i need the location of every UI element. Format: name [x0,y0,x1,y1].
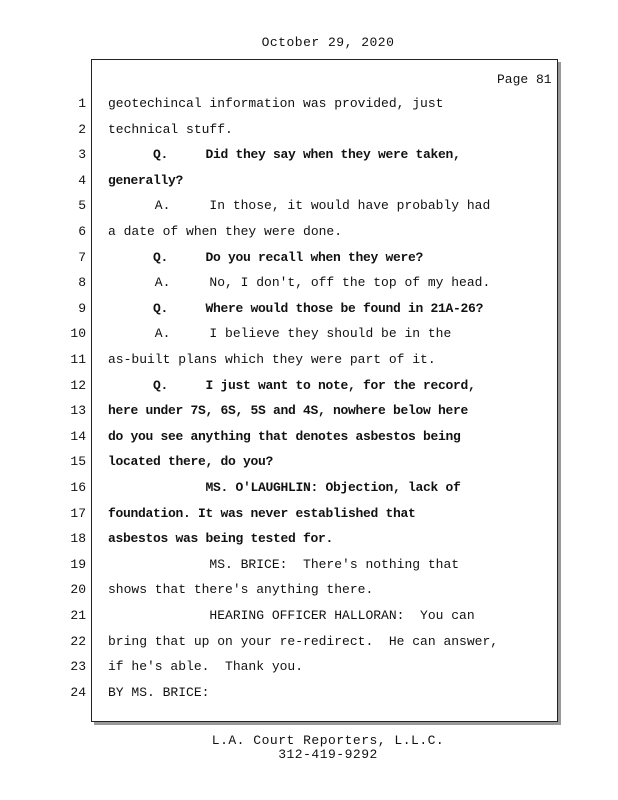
line-text: if he's able. Thank you. [108,659,304,674]
line-text: A. I believe they should be in the [108,326,452,341]
line-number: 3 [78,147,86,162]
line-text: asbestos was being tested for. [108,531,334,546]
line-number: 2 [78,122,86,137]
line-number: 15 [70,454,86,469]
page-number: Page 81 [497,72,552,87]
line-number: 6 [78,224,86,239]
line-number: 4 [78,173,86,188]
footer-company: L.A. Court Reporters, L.L.C. [211,733,445,748]
line-number: 8 [78,275,86,290]
line-number: 7 [78,250,86,265]
line-text: HEARING OFFICER HALLORAN: You can [108,608,475,623]
line-text: geotechincal information was provided, just [108,96,444,111]
line-text: Q. Where would those be found in 21A-26? [108,301,484,316]
line-text: A. In those, it would have probably had [108,198,491,213]
line-number: 18 [70,531,86,546]
line-number: 19 [70,557,86,572]
line-number: 1 [78,96,86,111]
line-text: A. No, I don't, off the top of my head. [108,275,491,290]
line-number: 13 [70,403,86,418]
line-text: generally? [108,173,184,188]
line-text: Q. Do you recall when they were? [108,250,424,265]
footer-phone: 312-419-9292 [278,747,378,762]
line-number: 12 [70,378,86,393]
line-text: bring that up on your re-redirect. He can answer, [108,634,499,649]
line-number: 11 [70,352,86,367]
line-text: technical stuff. [108,122,233,137]
line-number: 23 [70,659,86,674]
line-text: a date of when they were done. [108,224,343,239]
line-text: Q. I just want to note, for the record, [108,378,476,393]
line-text: shows that there's anything there. [108,582,374,597]
line-text: do you see anything that denotes asbestos being [108,429,461,444]
line-number: 5 [78,198,86,213]
line-number: 17 [70,506,86,521]
line-number: 10 [70,326,86,341]
line-text: BY MS. BRICE: [108,685,210,700]
line-number: 16 [70,480,86,495]
line-number: 22 [70,634,86,649]
line-text: Q. Did they say when they were taken, [108,147,461,162]
line-number: 20 [70,582,86,597]
line-text: MS. O'LAUGHLIN: Objection, lack of [108,480,461,495]
line-number: 24 [70,685,86,700]
line-number: 21 [70,608,86,623]
header-date: October 29, 2020 [261,35,395,50]
line-text: as-built plans which they were part of it. [108,352,436,367]
line-text: located there, do you? [108,454,274,469]
line-text: here under 7S, 6S, 5S and 4S, nowhere below here [108,403,469,418]
line-text: MS. BRICE: There's nothing that [108,557,460,572]
line-number: 9 [78,301,86,316]
line-text: foundation. It was never established that [108,506,416,521]
line-number: 14 [70,429,86,444]
